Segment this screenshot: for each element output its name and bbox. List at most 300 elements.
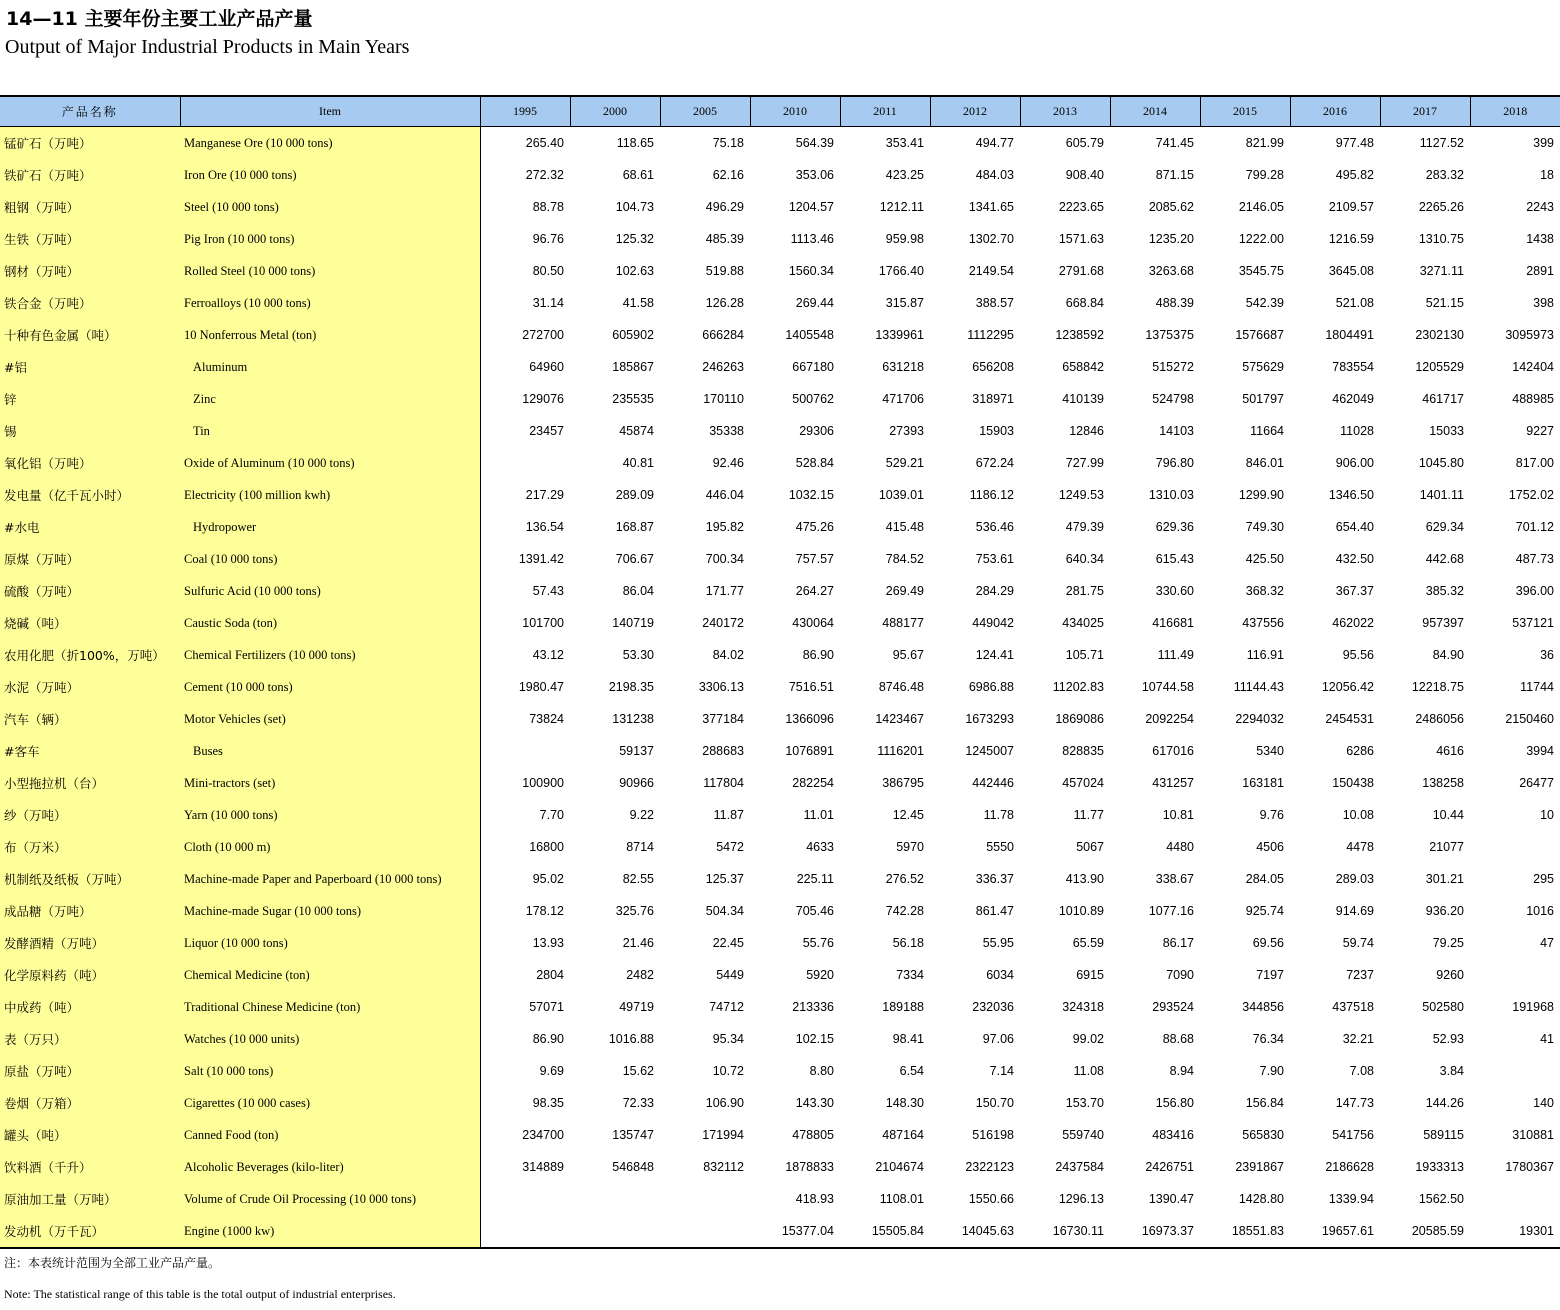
product-name-en: Manganese Ore (10 000 tons) [180, 127, 480, 160]
value-cell: 2891 [1526, 264, 1554, 278]
value-cell: 57071 [529, 1000, 564, 1014]
value-cell: 138258 [1422, 776, 1464, 790]
value-cell: 325.76 [615, 904, 654, 918]
table-row [0, 927, 1560, 959]
value-cell: 55.76 [802, 936, 834, 950]
value-cell: 40.81 [622, 456, 654, 470]
value-cell: 353.41 [885, 136, 924, 150]
product-name-cn: 农用化肥（折100%，万吨） [0, 639, 180, 671]
value-cell: 437518 [1332, 1000, 1374, 1014]
value-cell: 62.16 [712, 168, 744, 182]
value-cell: 88.68 [1162, 1032, 1194, 1046]
value-cell: 6034 [986, 968, 1014, 982]
value-cell: 49719 [619, 1000, 654, 1014]
value-cell: 97.06 [982, 1032, 1014, 1046]
value-cell: 8714 [626, 840, 654, 854]
table-row [0, 543, 1560, 575]
value-cell: 957397 [1422, 616, 1464, 630]
value-cell: 2146.05 [1238, 200, 1284, 214]
value-cell: 516198 [972, 1128, 1014, 1142]
value-cell: 398 [1533, 296, 1554, 310]
product-name-en: Hydropower [180, 511, 480, 543]
product-name-cn: 十种有色金属（吨） [0, 319, 180, 351]
value-cell: 5472 [716, 840, 744, 854]
value-cell: 125.37 [705, 872, 744, 886]
value-cell: 1560.34 [788, 264, 834, 278]
value-cell: 4506 [1256, 840, 1284, 854]
value-cell: 5970 [896, 840, 924, 854]
value-cell: 59137 [619, 744, 654, 758]
value-cell [1470, 1183, 1560, 1215]
value-cell: 462022 [1332, 616, 1374, 630]
value-cell: 283.32 [1425, 168, 1464, 182]
value-cell: 484.03 [975, 168, 1014, 182]
value-cell: 434025 [1062, 616, 1104, 630]
header-year: 2010 [750, 96, 840, 127]
product-name-en: Cement (10 000 tons) [180, 671, 480, 703]
value-cell: 485.39 [705, 232, 744, 246]
value-cell: 92.46 [712, 456, 744, 470]
value-cell: 1249.53 [1058, 488, 1104, 502]
value-cell: 1780367 [1505, 1160, 1554, 1174]
value-cell: 701.12 [1515, 520, 1554, 534]
value-cell: 11028 [1340, 424, 1374, 438]
value-cell: 191968 [1512, 1000, 1554, 1014]
value-cell: 377184 [702, 712, 744, 726]
value-cell: 9.76 [1259, 808, 1284, 822]
table-row [0, 351, 1560, 383]
value-cell: 10 [1540, 808, 1554, 822]
value-cell: 1310.03 [1148, 488, 1194, 502]
value-cell: 7090 [1166, 968, 1194, 982]
value-cell: 487164 [882, 1128, 924, 1142]
value-cell: 6986.88 [968, 680, 1014, 694]
value-cell: 471706 [882, 392, 924, 406]
value-cell: 264.27 [795, 584, 834, 598]
value-cell: 104.73 [615, 200, 654, 214]
value-cell: 1878833 [785, 1160, 834, 1174]
value-cell: 86.04 [622, 584, 654, 598]
value-cell: 15505.84 [840, 1215, 930, 1248]
value-cell: 487.73 [1515, 552, 1554, 566]
value-cell: 12218.75 [1411, 680, 1464, 694]
value-cell: 310881 [1512, 1128, 1554, 1142]
value-cell: 98.35 [532, 1096, 564, 1110]
value-cell: 150438 [1332, 776, 1374, 790]
value-cell: 368.32 [1245, 584, 1284, 598]
table-row [0, 511, 1560, 543]
value-cell: 7.90 [1259, 1064, 1284, 1078]
header-row [0, 96, 1560, 127]
value-cell: 15033 [1429, 424, 1464, 438]
value-cell: 629.36 [1155, 520, 1194, 534]
table-row [0, 447, 1560, 479]
value-cell: 783554 [1332, 360, 1374, 374]
product-name-cn: 铁合金（万吨） [0, 287, 180, 319]
value-cell: 1186.12 [969, 488, 1014, 502]
value-cell [660, 1183, 750, 1215]
value-cell: 95.02 [532, 872, 564, 886]
value-cell: 1752.02 [1508, 488, 1554, 502]
value-cell: 9.69 [539, 1064, 564, 1078]
value-cell: 7516.51 [788, 680, 834, 694]
value-cell: 1980.47 [518, 680, 564, 694]
value-cell: 14103 [1159, 424, 1194, 438]
table-row [0, 1087, 1560, 1119]
product-name-cn: 钢材（万吨） [0, 255, 180, 287]
value-cell: 367.37 [1335, 584, 1374, 598]
value-cell: 6915 [1076, 968, 1104, 982]
value-cell: 272700 [522, 328, 564, 342]
value-cell: 1339.94 [1328, 1192, 1374, 1206]
header-product-name: 产品名称 [0, 96, 180, 127]
value-cell: 178.12 [525, 904, 564, 918]
footnote-cn: 注：本表统计范围为全部工业产品产量。 [4, 1256, 221, 1270]
value-cell: 1212.11 [879, 200, 924, 214]
value-cell: 488177 [882, 616, 924, 630]
value-cell: 16973.37 [1110, 1215, 1200, 1248]
value-cell: 385.32 [1425, 584, 1464, 598]
value-cell: 1077.16 [1148, 904, 1194, 918]
value-cell: 72.33 [622, 1096, 654, 1110]
value-cell: 2104674 [875, 1160, 924, 1174]
value-cell: 2482 [626, 968, 654, 982]
value-cell: 131238 [612, 712, 654, 726]
value-cell: 1045.80 [1418, 456, 1464, 470]
value-cell: 1296.13 [1058, 1192, 1104, 1206]
value-cell: 21.46 [622, 936, 654, 950]
value-cell: 1673293 [965, 712, 1014, 726]
product-name-en: Iron Ore (10 000 tons) [180, 159, 480, 191]
value-cell: 521.15 [1425, 296, 1464, 310]
product-name-en: Ferroalloys (10 000 tons) [180, 287, 480, 319]
table-body [0, 127, 1560, 1249]
value-cell: 16730.11 [1020, 1215, 1110, 1248]
value-cell: 742.28 [885, 904, 924, 918]
value-cell: 640.34 [1065, 552, 1104, 566]
value-cell: 31.14 [532, 296, 564, 310]
value-cell: 1302.70 [968, 232, 1014, 246]
value-cell: 537121 [1512, 616, 1554, 630]
product-name-cn: 水泥（万吨） [0, 671, 180, 703]
value-cell: 821.99 [1245, 136, 1284, 150]
value-cell: 1933313 [1415, 1160, 1464, 1174]
value-cell: 7334 [896, 968, 924, 982]
value-cell: 143.30 [795, 1096, 834, 1110]
value-cell: 416681 [1152, 616, 1194, 630]
value-cell: 301.21 [1425, 872, 1464, 886]
value-cell: 9260 [1436, 968, 1464, 982]
value-cell: 914.69 [1335, 904, 1374, 918]
value-cell: 295 [1533, 872, 1554, 886]
value-cell: 344856 [1242, 1000, 1284, 1014]
header-year: 2017 [1380, 96, 1470, 127]
header-year: 2005 [660, 96, 750, 127]
value-cell: 35338 [709, 424, 744, 438]
value-cell: 276.52 [885, 872, 924, 886]
value-cell: 871.15 [1155, 168, 1194, 182]
value-cell: 496.29 [705, 200, 744, 214]
product-name-cn: 铁矿石（万吨） [0, 159, 180, 191]
product-name-en: Machine-made Sugar (10 000 tons) [180, 895, 480, 927]
value-cell: 700.34 [705, 552, 744, 566]
table-row [0, 255, 1560, 287]
value-cell: 2265.26 [1418, 200, 1464, 214]
product-name-en: Machine-made Paper and Paperboard (10 000 tons) [180, 863, 480, 895]
value-cell: 430064 [792, 616, 834, 630]
product-name-en: Buses [180, 735, 480, 767]
value-cell: 124.41 [975, 648, 1014, 662]
value-cell: 96.76 [532, 232, 564, 246]
value-cell: 559740 [1062, 1128, 1104, 1142]
value-cell: 2391867 [1235, 1160, 1284, 1174]
value-cell: 90966 [619, 776, 654, 790]
product-name-cn: 卷烟（万箱） [0, 1087, 180, 1119]
value-cell: 546848 [612, 1160, 654, 1174]
value-cell: 41.58 [622, 296, 654, 310]
value-cell: 2223.65 [1058, 200, 1104, 214]
value-cell: 3271.11 [1419, 264, 1464, 278]
value-cell [480, 1215, 570, 1248]
value-cell: 4478 [1346, 840, 1374, 854]
value-cell: 86.90 [802, 648, 834, 662]
value-cell: 29306 [799, 424, 834, 438]
value-cell: 861.47 [975, 904, 1014, 918]
value-cell: 479.39 [1065, 520, 1104, 534]
value-cell: 19657.61 [1290, 1215, 1380, 1248]
value-cell: 784.52 [885, 552, 924, 566]
value-cell: 111.49 [1157, 648, 1194, 662]
value-cell: 668.84 [1065, 296, 1104, 310]
product-name-en: Yarn (10 000 tons) [180, 799, 480, 831]
value-cell: 163181 [1242, 776, 1284, 790]
value-cell: 324318 [1062, 1000, 1104, 1014]
value-cell: 235535 [612, 392, 654, 406]
table-row [0, 639, 1560, 671]
output-table [0, 95, 1560, 1249]
value-cell: 353.06 [795, 168, 834, 182]
table-row [0, 671, 1560, 703]
value-cell: 153.70 [1065, 1096, 1104, 1110]
value-cell: 488985 [1512, 392, 1554, 406]
value-cell: 1205529 [1415, 360, 1464, 374]
value-cell: 12.45 [892, 808, 924, 822]
value-cell: 5067 [1076, 840, 1104, 854]
value-cell: 524798 [1152, 392, 1194, 406]
product-name-en: Pig Iron (10 000 tons) [180, 223, 480, 255]
value-cell: 102.63 [615, 264, 654, 278]
value-cell: 269.49 [885, 584, 924, 598]
value-cell [1470, 1055, 1560, 1087]
value-cell: 136.54 [525, 520, 564, 534]
product-name-en: Motor Vehicles (set) [180, 703, 480, 735]
table-title-en: Output of Major Industrial Products in Main Years [5, 36, 410, 58]
value-cell: 1401.11 [1419, 488, 1464, 502]
value-cell: 21077 [1429, 840, 1464, 854]
value-cell: 156.80 [1155, 1096, 1194, 1110]
value-cell: 69.56 [1252, 936, 1284, 950]
value-cell: 11744 [1520, 680, 1554, 694]
value-cell: 457024 [1062, 776, 1104, 790]
value-cell: 18551.83 [1200, 1215, 1290, 1248]
product-name-cn: 成品糖（万吨） [0, 895, 180, 927]
value-cell: 281.75 [1065, 584, 1104, 598]
value-cell: 19301 [1470, 1215, 1560, 1248]
product-name-en: Alcoholic Beverages (kilo-liter) [180, 1151, 480, 1183]
value-cell: 2437584 [1055, 1160, 1104, 1174]
value-cell: 8746.48 [878, 680, 924, 694]
value-cell: 148.30 [885, 1096, 924, 1110]
value-cell: 1016 [1526, 904, 1554, 918]
value-cell: 1391.42 [518, 552, 564, 566]
value-cell: 1341.65 [968, 200, 1014, 214]
value-cell: 1032.15 [788, 488, 834, 502]
table-row [0, 287, 1560, 319]
value-cell: 9.22 [629, 808, 654, 822]
table-row [0, 1215, 1560, 1248]
value-cell: 413.90 [1065, 872, 1104, 886]
value-cell: 386795 [882, 776, 924, 790]
value-cell: 265.40 [525, 136, 564, 150]
value-cell: 168.87 [615, 520, 654, 534]
value-cell [570, 1183, 660, 1215]
value-cell: 11.08 [1073, 1064, 1104, 1078]
value-cell: 7.14 [989, 1064, 1014, 1078]
table-row [0, 415, 1560, 447]
product-name-cn: 发酵酒精（万吨） [0, 927, 180, 959]
value-cell: 1016.88 [608, 1032, 654, 1046]
value-cell: 11.01 [803, 808, 834, 822]
value-cell: 1299.90 [1238, 488, 1284, 502]
product-name-en: Liquor (10 000 tons) [180, 927, 480, 959]
value-cell: 1245007 [965, 744, 1014, 758]
product-name-cn: #水电 [0, 511, 180, 543]
product-name-en: Zinc [180, 383, 480, 415]
value-cell: 65.59 [1072, 936, 1104, 950]
value-cell: 1804491 [1325, 328, 1374, 342]
value-cell: 234700 [522, 1128, 564, 1142]
value-cell: 3095973 [1505, 328, 1554, 342]
product-name-cn: 原煤（万吨） [0, 543, 180, 575]
value-cell: 1405548 [785, 328, 834, 342]
value-cell: 589115 [1423, 1128, 1464, 1142]
value-cell: 84.90 [1432, 648, 1464, 662]
value-cell: 41 [1540, 1032, 1554, 1046]
value-cell: 432.50 [1335, 552, 1374, 566]
value-cell: 79.25 [1432, 936, 1464, 950]
table-row [0, 159, 1560, 191]
value-cell: 15903 [979, 424, 1014, 438]
table-row [0, 479, 1560, 511]
value-cell: 1571.63 [1058, 232, 1104, 246]
product-name-en: Oxide of Aluminum (10 000 tons) [180, 447, 480, 479]
value-cell: 314889 [522, 1160, 564, 1174]
value-cell: 20585.59 [1380, 1215, 1470, 1248]
value-cell: 396.00 [1515, 584, 1554, 598]
value-cell: 95.56 [1342, 648, 1374, 662]
value-cell: 757.57 [795, 552, 834, 566]
product-name-cn: 锌 [0, 383, 180, 415]
product-name-cn: 饮料酒（千升） [0, 1151, 180, 1183]
value-cell: 125.32 [615, 232, 654, 246]
value-cell: 32.21 [1342, 1032, 1374, 1046]
value-cell: 5449 [716, 968, 744, 982]
value-cell: 1438 [1526, 232, 1554, 246]
product-name-en: Mini-tractors (set) [180, 767, 480, 799]
table-row [0, 863, 1560, 895]
footnote-en: Note: The statistical range of this table is the total output of industrial enterprises. [4, 1287, 396, 1301]
product-name-en: Caustic Soda (ton) [180, 607, 480, 639]
product-name-cn: 机制纸及纸板（万吨） [0, 863, 180, 895]
value-cell: 22.45 [712, 936, 744, 950]
value-cell: 26477 [1519, 776, 1554, 790]
header-year: 2011 [840, 96, 930, 127]
value-cell: 11.77 [1073, 808, 1104, 822]
value-cell: 27393 [889, 424, 924, 438]
value-cell: 56.18 [892, 936, 924, 950]
value-cell: 1039.01 [878, 488, 924, 502]
value-cell: 5340 [1256, 744, 1284, 758]
value-cell: 2322123 [965, 1160, 1014, 1174]
value-cell: 528.84 [795, 456, 834, 470]
product-name-en: Chemical Medicine (ton) [180, 959, 480, 991]
product-name-en: Engine (1000 kw) [180, 1215, 480, 1248]
value-cell: 147.73 [1335, 1096, 1374, 1110]
value-cell: 185867 [612, 360, 654, 374]
value-cell: 289.09 [615, 488, 654, 502]
product-name-cn: 粗钢（万吨） [0, 191, 180, 223]
value-cell: 8.80 [809, 1064, 834, 1078]
value-cell: 11.78 [983, 808, 1014, 822]
value-cell: 1366096 [785, 712, 834, 726]
header-year: 2018 [1470, 96, 1560, 127]
value-cell: 52.93 [1432, 1032, 1464, 1046]
value-cell: 126.28 [705, 296, 744, 310]
product-name-en: Cloth (10 000 m) [180, 831, 480, 863]
value-cell: 144.26 [1425, 1096, 1464, 1110]
header-year: 2013 [1020, 96, 1110, 127]
value-cell: 106.90 [705, 1096, 744, 1110]
value-cell: 615.43 [1155, 552, 1194, 566]
value-cell: 541756 [1332, 1128, 1374, 1142]
table-row [0, 607, 1560, 639]
value-cell: 135747 [612, 1128, 654, 1142]
value-cell: 1310.75 [1418, 232, 1464, 246]
product-name-cn: 纱（万吨） [0, 799, 180, 831]
value-cell: 53.30 [622, 648, 654, 662]
value-cell: 667180 [792, 360, 834, 374]
product-name-en: Volume of Crude Oil Processing (10 000 tons) [180, 1183, 480, 1215]
header-year: 2014 [1110, 96, 1200, 127]
value-cell: 605.79 [1065, 136, 1104, 150]
product-name-en: Cigarettes (10 000 cases) [180, 1087, 480, 1119]
value-cell: 2109.57 [1328, 200, 1374, 214]
value-cell: 195.82 [705, 520, 744, 534]
value-cell: 828835 [1062, 744, 1104, 758]
value-cell: 446.04 [705, 488, 744, 502]
value-cell: 246263 [702, 360, 744, 374]
value-cell: 2243 [1526, 200, 1554, 214]
value-cell: 1869086 [1055, 712, 1104, 726]
value-cell: 3545.75 [1238, 264, 1284, 278]
value-cell: 521.08 [1335, 296, 1374, 310]
value-cell: 7.70 [539, 808, 564, 822]
value-cell: 88.78 [532, 200, 564, 214]
value-cell: 2150460 [1505, 712, 1554, 726]
value-cell: 1116201 [877, 744, 924, 758]
value-cell: 605902 [612, 328, 654, 342]
value-cell: 617016 [1152, 744, 1194, 758]
